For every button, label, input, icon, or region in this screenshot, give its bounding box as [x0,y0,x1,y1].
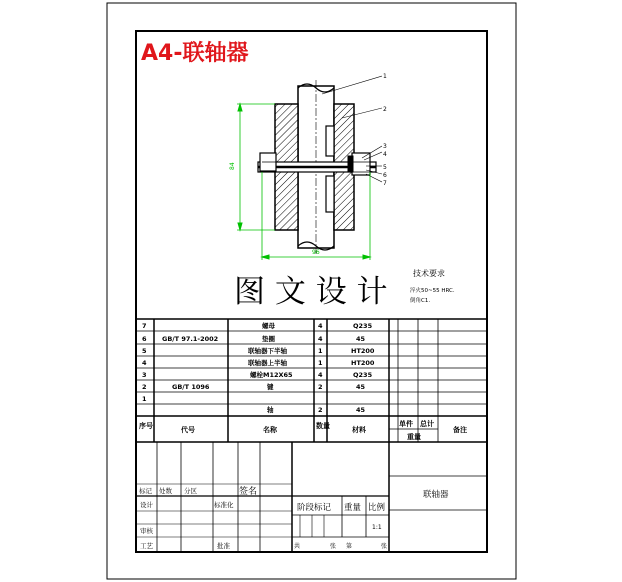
row-3-no: 3 [142,371,147,379]
label-scale: 比例 [368,503,386,513]
row-4-material: HT200 [351,359,375,367]
label-count: 处数 [159,487,172,495]
row-6-name: 垫圈 [262,335,275,343]
balloon-7: 7 [383,180,387,187]
left-hub-upper [275,104,298,166]
label-weight: 重量 [344,503,362,513]
left-hub-lower [275,170,298,230]
row-2-no: 2 [142,383,147,391]
header-single: 单件 [399,420,413,428]
right-hub-lower [334,170,354,230]
header-qty: 数量 [316,422,330,430]
row-3-material: Q235 [353,371,373,379]
label-review: 审核 [140,527,153,535]
label-sheet: 张 [330,543,337,550]
label-standardize: 标准化 [214,501,234,509]
key-upper [326,126,334,156]
assembly-drawing [258,76,382,254]
watermark-text: 图 文 设 计 [234,274,388,310]
row-2-material: 45 [356,383,366,391]
header-no: 序号 [139,422,153,430]
header-code: 代号 [181,426,195,434]
row-7-qty: 4 [318,322,323,330]
label-mark: 标记 [139,487,152,495]
row-6-material: 45 [356,335,366,343]
row-4-qty: 1 [318,359,323,367]
row-2-code: GB/T 1096 [172,383,210,391]
header-material: 材料 [352,426,366,434]
header-total: 总计 [420,420,434,428]
row-4-no: 4 [142,359,147,367]
drawing-title: A4-联轴器 [141,41,249,66]
row-1-name: 轴 [267,406,274,414]
label-sign: 签名 [239,487,258,497]
balloon-2: 2 [383,106,387,113]
row-1-qty: 2 [318,406,323,414]
row-1-no: 1 [142,395,147,403]
row-5-name: 联轴器下半轴 [248,347,287,355]
tech-req-heading: 技术要求 [413,269,445,278]
header-weight: 重量 [407,433,421,441]
header-remark: 备注 [453,426,467,434]
key-lower [326,176,334,212]
tech-req-line2: 倒角C1. [410,298,431,304]
label-page: 第 [346,543,353,550]
label-page2: 张 [381,543,388,550]
row-2-qty: 2 [318,383,323,391]
row-6-code: GB/T 97.1-2002 [162,335,219,343]
tech-req-line1: 淬火50~55 HRC. [410,288,455,294]
balloon-6: 6 [383,172,387,179]
dimension-width: 96 [312,249,320,256]
row-3-qty: 4 [318,371,323,379]
label-stage: 阶段标记 [297,503,332,513]
row-3-name: 螺栓M12X65 [250,371,293,379]
drawing-name: 联轴器 [423,490,449,500]
label-sheets-total: 共 [294,543,301,550]
row-5-qty: 1 [318,347,323,355]
scale-value: 1:1 [372,524,382,531]
title-block-labels [139,485,449,550]
dimension-height: 84 [229,162,236,170]
label-approve: 批准 [217,542,230,550]
balloon-5: 5 [383,164,387,171]
row-7-material: Q235 [353,322,373,330]
row-1-material: 45 [356,406,366,414]
label-process: 工艺 [140,542,153,550]
row-5-no: 5 [142,347,147,355]
row-6-no: 6 [142,335,147,343]
header-name: 名称 [263,426,277,434]
row-4-name: 联轴器上半轴 [248,359,287,367]
label-design: 设计 [140,501,153,509]
parts-list-rows [142,321,375,414]
row-7-no: 7 [142,322,147,330]
row-2-name: 键 [267,383,274,391]
row-5-material: HT200 [351,347,375,355]
washer-right [348,156,353,172]
row-7-name: 螺母 [262,322,275,330]
balloon-4: 4 [383,151,387,158]
balloon-3: 3 [383,143,387,150]
row-6-qty: 4 [318,335,323,343]
part-balloons [383,73,387,187]
balloon-1: 1 [383,73,387,80]
label-zone: 分区 [184,487,197,495]
